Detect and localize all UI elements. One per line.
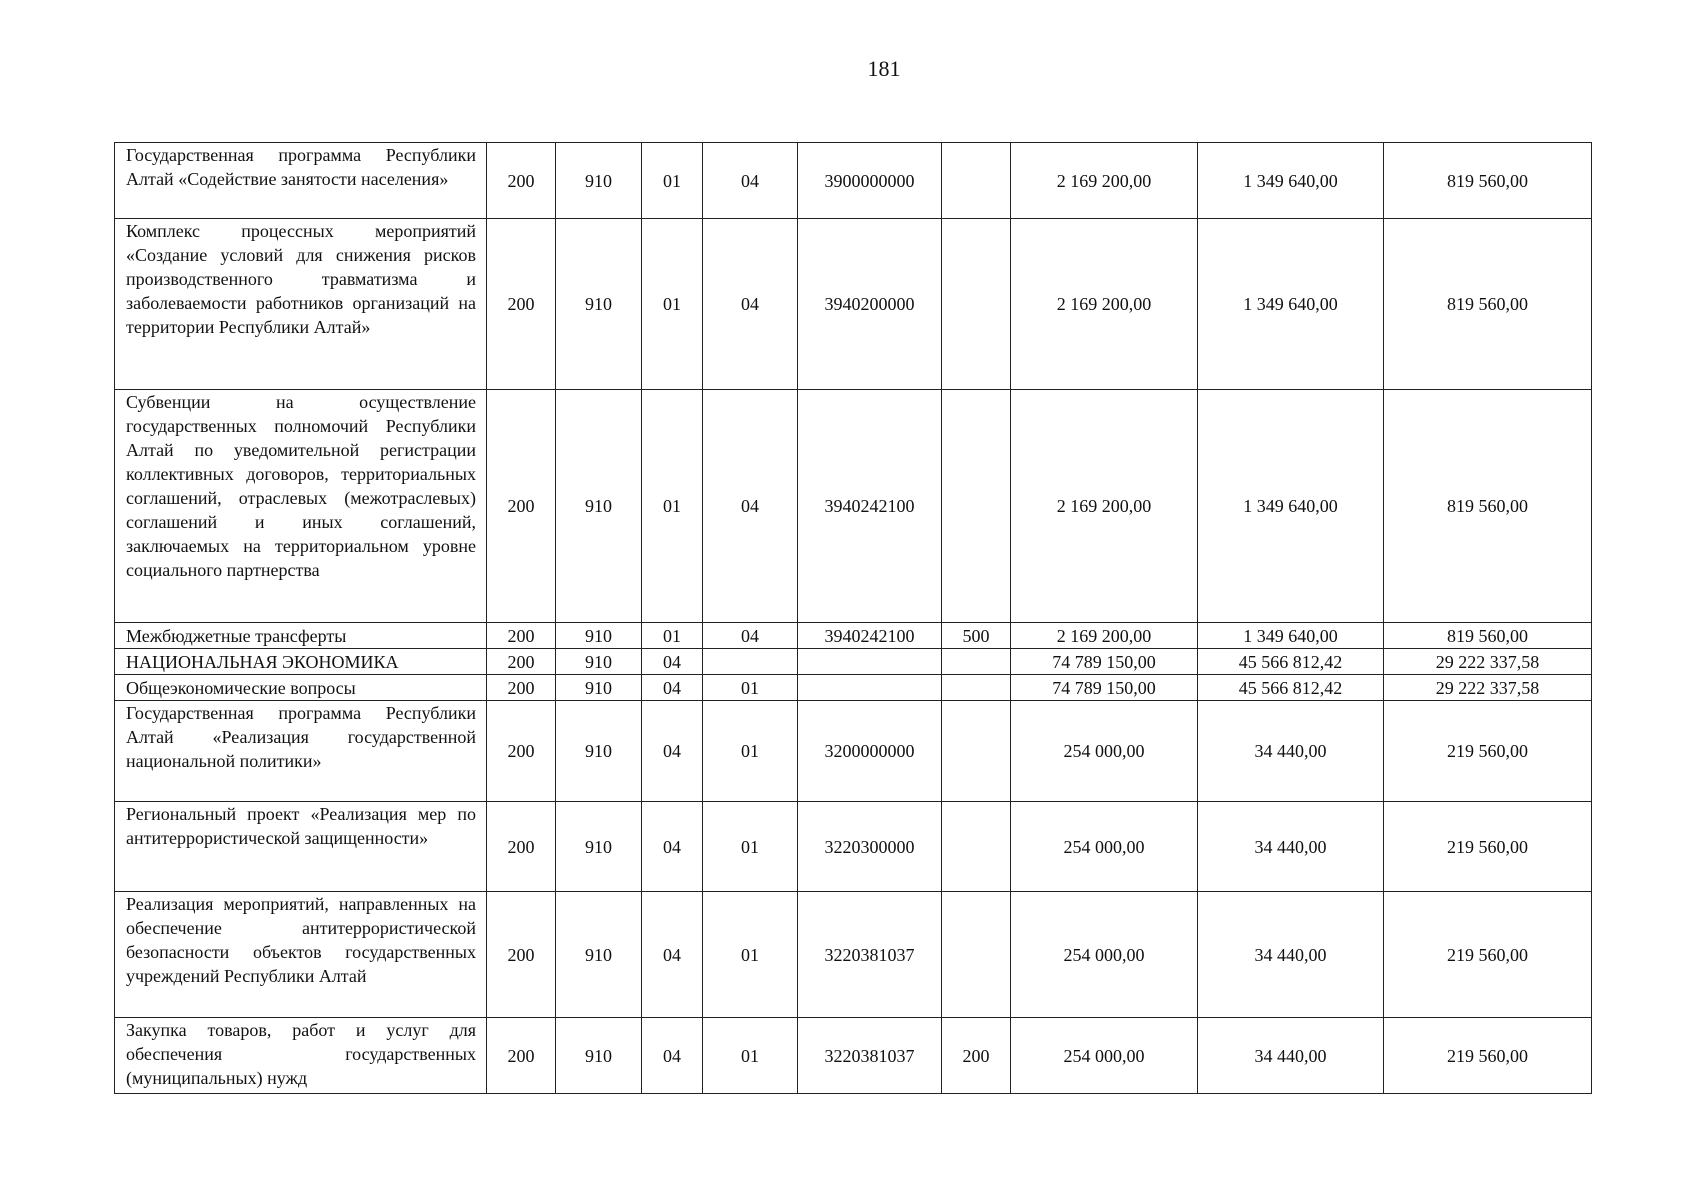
table-row [115, 219, 1592, 390]
chapter-code-cell: 04 [642, 675, 703, 701]
subchapter-code-cell: 01 [703, 675, 798, 701]
section-code-cell: 200 [487, 675, 556, 701]
page-number: 181 [867, 56, 901, 81]
expense-type-cell [942, 802, 1011, 892]
amount-total-cell: 2 169 200,00 [1011, 623, 1198, 649]
expense-type-cell: 200 [942, 1018, 1011, 1094]
subchapter-code-cell: 04 [703, 390, 798, 623]
target-article-cell: 3220381037 [798, 892, 942, 1018]
expense-type-cell [942, 701, 1011, 802]
section-code-cell: 200 [487, 802, 556, 892]
target-article-cell: 3220300000 [798, 802, 942, 892]
amount-year-2-cell: 29 222 337,58 [1384, 649, 1592, 675]
amount-year-1-cell: 34 440,00 [1198, 1018, 1384, 1094]
row-name-cell: Региональный проект «Реализация мер по антитеррористической защищенности» [115, 802, 487, 892]
chapter-code-cell: 01 [642, 623, 703, 649]
amount-year-2-cell: 819 560,00 [1384, 623, 1592, 649]
target-article-cell [798, 675, 942, 701]
amount-total-cell: 74 789 150,00 [1011, 649, 1198, 675]
row-name-cell: НАЦИОНАЛЬНАЯ ЭКОНОМИКА [115, 649, 487, 675]
ministry-code-cell: 910 [556, 649, 642, 675]
subchapter-code-cell: 04 [703, 219, 798, 390]
section-code-cell: 200 [487, 143, 556, 219]
amount-year-1-cell: 1 349 640,00 [1198, 143, 1384, 219]
subchapter-code-cell: 01 [703, 802, 798, 892]
target-article-cell: 3200000000 [798, 701, 942, 802]
amount-year-2-cell: 219 560,00 [1384, 802, 1592, 892]
row-name-cell: Закупка товаров, работ и услуг для обеспечения государственных (муниципальных) нужд [115, 1018, 487, 1094]
budget-table [114, 142, 1592, 1094]
ministry-code-cell: 910 [556, 701, 642, 802]
subchapter-code-cell [703, 649, 798, 675]
table-row [115, 675, 1592, 701]
table-row [115, 802, 1592, 892]
chapter-code-cell: 01 [642, 390, 703, 623]
amount-year-2-cell: 819 560,00 [1384, 390, 1592, 623]
amount-year-1-cell: 34 440,00 [1198, 802, 1384, 892]
subchapter-code-cell: 01 [703, 701, 798, 802]
ministry-code-cell: 910 [556, 390, 642, 623]
row-name-cell: Субвенции на осуществление государственных полномочий Республики Алтай по уведомительной регистрации коллективных договоров, территориальных соглашений, отраслевых (межотраслевых) соглашений и иных соглашений, заключаемых на территориальном уровне социального партнерства [115, 390, 487, 623]
amount-total-cell: 2 169 200,00 [1011, 219, 1198, 390]
ministry-code-cell: 910 [556, 1018, 642, 1094]
expense-type-cell [942, 649, 1011, 675]
ministry-code-cell: 910 [556, 892, 642, 1018]
section-code-cell: 200 [487, 649, 556, 675]
amount-total-cell: 2 169 200,00 [1011, 143, 1198, 219]
amount-year-1-cell: 1 349 640,00 [1198, 390, 1384, 623]
amount-total-cell: 254 000,00 [1011, 802, 1198, 892]
amount-total-cell: 254 000,00 [1011, 892, 1198, 1018]
subchapter-code-cell: 01 [703, 1018, 798, 1094]
ministry-code-cell: 910 [556, 143, 642, 219]
ministry-code-cell: 910 [556, 219, 642, 390]
target-article-cell [798, 649, 942, 675]
amount-year-1-cell: 45 566 812,42 [1198, 649, 1384, 675]
amount-total-cell: 2 169 200,00 [1011, 390, 1198, 623]
row-name-cell: Комплекс процессных мероприятий «Создание условий для снижения рисков производственного травматизма и заболеваемости работников организаций на территории Республики Алтай» [115, 219, 487, 390]
chapter-code-cell: 01 [642, 143, 703, 219]
amount-year-2-cell: 219 560,00 [1384, 701, 1592, 802]
amount-year-2-cell: 29 222 337,58 [1384, 675, 1592, 701]
target-article-cell: 3220381037 [798, 1018, 942, 1094]
section-code-cell: 200 [487, 1018, 556, 1094]
amount-year-1-cell: 34 440,00 [1198, 892, 1384, 1018]
section-code-cell: 200 [487, 623, 556, 649]
amount-year-2-cell: 819 560,00 [1384, 143, 1592, 219]
table-row [115, 892, 1592, 1018]
expense-type-cell [942, 219, 1011, 390]
amount-total-cell: 74 789 150,00 [1011, 675, 1198, 701]
expense-type-cell [942, 390, 1011, 623]
chapter-code-cell: 04 [642, 892, 703, 1018]
target-article-cell: 3940242100 [798, 390, 942, 623]
section-code-cell: 200 [487, 892, 556, 1018]
table-row [115, 701, 1592, 802]
amount-year-2-cell: 219 560,00 [1384, 1018, 1592, 1094]
section-code-cell: 200 [487, 701, 556, 802]
chapter-code-cell: 01 [642, 219, 703, 390]
table-row [115, 623, 1592, 649]
amount-year-2-cell: 219 560,00 [1384, 892, 1592, 1018]
subchapter-code-cell: 01 [703, 892, 798, 1018]
target-article-cell: 3940200000 [798, 219, 942, 390]
subchapter-code-cell: 04 [703, 143, 798, 219]
expense-type-cell [942, 143, 1011, 219]
amount-year-2-cell: 819 560,00 [1384, 219, 1592, 390]
target-article-cell: 3900000000 [798, 143, 942, 219]
row-name-cell: Межбюджетные трансферты [115, 623, 487, 649]
chapter-code-cell: 04 [642, 649, 703, 675]
amount-year-1-cell: 1 349 640,00 [1198, 623, 1384, 649]
amount-year-1-cell: 34 440,00 [1198, 701, 1384, 802]
amount-year-1-cell: 45 566 812,42 [1198, 675, 1384, 701]
ministry-code-cell: 910 [556, 623, 642, 649]
amount-total-cell: 254 000,00 [1011, 701, 1198, 802]
section-code-cell: 200 [487, 219, 556, 390]
table-row [115, 1018, 1592, 1094]
row-name-cell: Общеэкономические вопросы [115, 675, 487, 701]
table-row [115, 390, 1592, 623]
amount-year-1-cell: 1 349 640,00 [1198, 219, 1384, 390]
expense-type-cell [942, 892, 1011, 1018]
table-row [115, 143, 1592, 219]
row-name-cell: Государственная программа Республики Алтай «Содействие занятости населения» [115, 143, 487, 219]
target-article-cell: 3940242100 [798, 623, 942, 649]
table-row [115, 649, 1592, 675]
section-code-cell: 200 [487, 390, 556, 623]
chapter-code-cell: 04 [642, 701, 703, 802]
subchapter-code-cell: 04 [703, 623, 798, 649]
row-name-cell: Реализация мероприятий, направленных на обеспечение антитеррористической безопасности объектов государственных учреждений Республики Алтай [115, 892, 487, 1018]
ministry-code-cell: 910 [556, 802, 642, 892]
ministry-code-cell: 910 [556, 675, 642, 701]
chapter-code-cell: 04 [642, 802, 703, 892]
amount-total-cell: 254 000,00 [1011, 1018, 1198, 1094]
expense-type-cell [942, 675, 1011, 701]
expense-type-cell: 500 [942, 623, 1011, 649]
row-name-cell: Государственная программа Республики Алтай «Реализация государственной национальной политики» [115, 701, 487, 802]
chapter-code-cell: 04 [642, 1018, 703, 1094]
